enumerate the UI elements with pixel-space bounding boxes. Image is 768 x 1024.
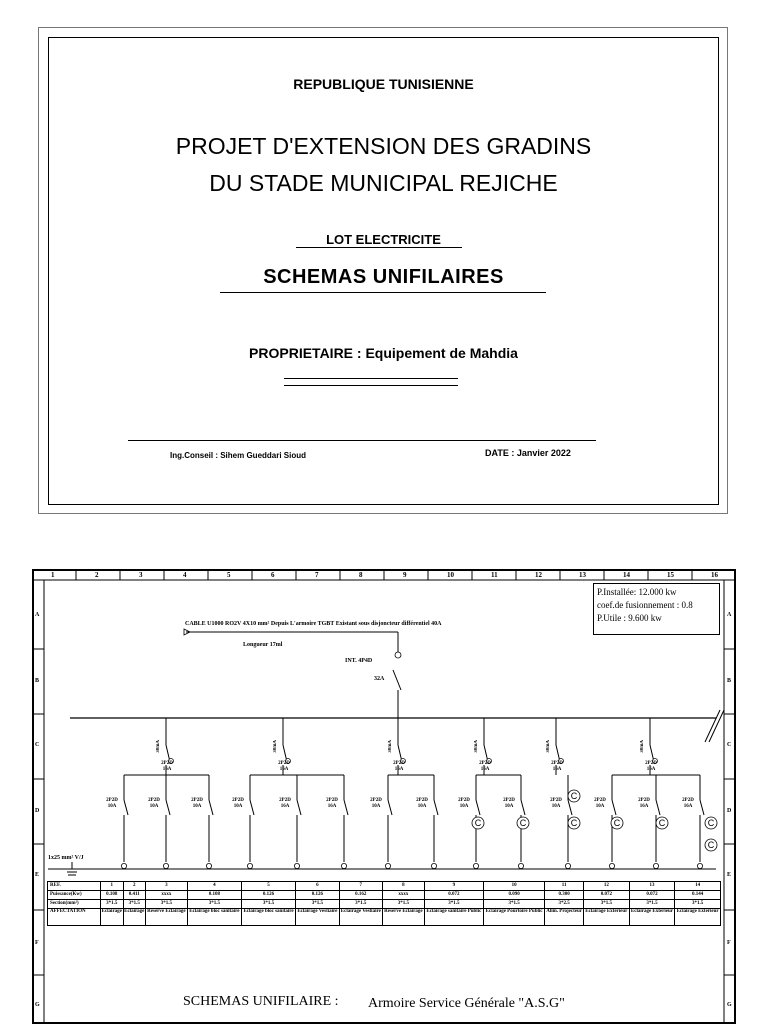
circuit-breaker-label: 2P2D 10A xyxy=(503,798,515,809)
column-label: 9 xyxy=(403,571,407,579)
ref-cell: 6 xyxy=(296,882,339,891)
group-breaker-label: 2P2D 16A xyxy=(278,761,290,772)
owner-label: PROPRIETAIRE : Equipement de Mahdia xyxy=(249,345,518,361)
section-cell: 3*1.5 xyxy=(187,900,241,909)
column-label: 11 xyxy=(491,571,498,579)
row-label: E xyxy=(35,872,40,878)
power-summary-box xyxy=(593,583,720,635)
circuit-breaker-blade xyxy=(612,800,616,815)
circuit-breaker-label: 2P2D 10A xyxy=(106,798,118,809)
ref-row xyxy=(48,882,721,891)
circuit-breaker-label: 2P2D 16A xyxy=(638,798,650,809)
power-cell: 0.411 xyxy=(123,891,146,900)
section-cell: 3*1.5 xyxy=(123,900,146,909)
circuit-terminal xyxy=(341,863,346,868)
ref-cell: 11 xyxy=(545,882,584,891)
group-breaker-label: 2P2D 16A xyxy=(393,761,405,772)
socket-symbol-letter: C xyxy=(570,791,578,801)
section-cell: 3*1.5 xyxy=(241,900,295,909)
group-diff-label: 30mA xyxy=(640,740,645,753)
ref-cell: 12 xyxy=(584,882,630,891)
group-breaker-label: 2P2D 16A xyxy=(161,761,173,772)
column-label: 5 xyxy=(227,571,231,579)
busbar-break-2 xyxy=(709,710,724,742)
cable-length-label: Longueur 17ml xyxy=(243,642,283,648)
assignment-cell: Eclairage Exterieur xyxy=(675,909,721,926)
socket-symbol-letter: C xyxy=(570,818,578,828)
power-cell: 0.126 xyxy=(296,891,339,900)
circuit-terminal xyxy=(431,863,436,868)
power-cell: xxxx xyxy=(146,891,188,900)
circuit-terminal xyxy=(609,863,614,868)
assignment-cell: Eclairage Pourtoire Public xyxy=(483,909,544,926)
power-cell: 0.072 xyxy=(584,891,630,900)
power-cell: 0.126 xyxy=(241,891,295,900)
ref-cell: 7 xyxy=(339,882,382,891)
assignment-header: AFFECTATION xyxy=(48,909,101,926)
assignment-cell: Eclairage xyxy=(123,909,146,926)
power-header: Puissance(Kw) xyxy=(48,891,101,900)
assignment-cell: Eclairage Exterieur xyxy=(584,909,630,926)
assignment-cell: Eclairage bloc sanitaire xyxy=(187,909,241,926)
lot-label: LOT ELECTRICITE xyxy=(326,232,441,247)
column-label: 4 xyxy=(183,571,187,579)
assignment-cell: Reserve Eclairage xyxy=(383,909,425,926)
ref-header: REF. xyxy=(48,882,101,891)
circuit-terminal xyxy=(206,863,211,868)
circuit-breaker-label: 2P2D 10A xyxy=(550,798,562,809)
circuit-breaker-label: 2P2D 10A xyxy=(191,798,203,809)
ref-cell: 5 xyxy=(241,882,295,891)
socket-symbol-letter: C xyxy=(707,818,715,828)
column-label: 12 xyxy=(535,571,542,579)
main-switch-label: INT. 4P4D xyxy=(345,658,373,664)
row-label: A xyxy=(35,612,40,618)
socket-symbol-letter: C xyxy=(707,840,715,850)
group-breaker-label: 2P2D 16A xyxy=(551,761,563,772)
column-label: 13 xyxy=(579,571,586,579)
circuit-terminal xyxy=(697,863,702,868)
row-label: C xyxy=(35,742,40,748)
group-diff-label: 30mA xyxy=(388,740,393,753)
assignment-cell: Reserve Eclairage xyxy=(146,909,188,926)
ref-cell: 13 xyxy=(629,882,675,891)
circuit-breaker-blade xyxy=(568,800,572,815)
engineer-credit: Ing.Conseil : Sihem Gueddari Sioud xyxy=(170,451,307,460)
power-row xyxy=(48,891,721,900)
diagram-footer-title: SCHEMAS UNIFILAIRE : xyxy=(183,994,339,1009)
column-label: 3 xyxy=(139,571,143,579)
power-cell: 0.108 xyxy=(101,891,124,900)
row-label: F xyxy=(727,940,731,946)
row-label: G xyxy=(727,1002,732,1008)
group-diff-label: 30mA xyxy=(156,740,161,753)
earth-conductor-label: 1x25 mm² V/J xyxy=(48,855,84,861)
section-cell: 3*1.5 xyxy=(424,900,483,909)
circuit-breaker-label: 2P2D 16A xyxy=(279,798,291,809)
assignment-cell: Eclairage sanitaire Public xyxy=(424,909,483,926)
section-cell: 3*1.5 xyxy=(483,900,544,909)
section-cell: 3*1.5 xyxy=(383,900,425,909)
row-label: B xyxy=(35,678,40,684)
circuit-terminal xyxy=(294,863,299,868)
row-label: F xyxy=(35,940,39,946)
circuit-terminal xyxy=(473,863,478,868)
socket-symbol-letter: C xyxy=(474,818,482,828)
assignment-cell: Eclairage xyxy=(101,909,124,926)
date-field: DATE : Janvier 2022 xyxy=(485,448,571,458)
circuit-breaker-label: 2P2D 16A xyxy=(326,798,338,809)
supply-cable-label: CABLE U1000 RO2V 4X10 mm² Depuis L'armoire TGBT Existant sous disjoncteur différentiel 40A xyxy=(185,621,442,627)
circuit-breaker-label: 2P2D 10A xyxy=(594,798,606,809)
assignment-row xyxy=(48,909,721,926)
column-label: 10 xyxy=(447,571,454,579)
project-title-line1: PROJET D'EXTENSION DES GRADINS xyxy=(175,133,592,159)
row-label: B xyxy=(727,678,732,684)
power-cell: xxxx xyxy=(383,891,425,900)
circuit-breaker-label: 2P2D 10A xyxy=(416,798,428,809)
circuit-breaker-blade xyxy=(476,800,480,815)
power-cell: 0.072 xyxy=(629,891,675,900)
socket-symbol-letter: C xyxy=(519,818,527,828)
circuit-terminal xyxy=(121,863,126,868)
circuit-breaker-blade xyxy=(124,800,128,815)
ref-cell: 1 xyxy=(101,882,124,891)
column-label: 6 xyxy=(271,571,275,579)
section-cell: 3*1.5 xyxy=(339,900,382,909)
row-label: C xyxy=(727,742,732,748)
column-label: 14 xyxy=(623,571,630,579)
main-switch-blade xyxy=(393,670,401,690)
row-label: E xyxy=(727,872,732,878)
coefficient: coef.de fusionnement : 0.8 xyxy=(597,600,693,610)
column-label: 1 xyxy=(51,571,55,579)
column-label: 16 xyxy=(711,571,718,579)
ref-cell: 10 xyxy=(483,882,544,891)
power-cell: 0.162 xyxy=(339,891,382,900)
assignment-cell: Eclairage bloc sanitaire xyxy=(241,909,295,926)
circuit-breaker-label: 2P2D 16A xyxy=(682,798,694,809)
country-heading: REPUBLIQUE TUNISIENNE xyxy=(293,76,474,92)
row-label: A xyxy=(727,612,732,618)
power-cell: 0.108 xyxy=(187,891,241,900)
ref-cell: 8 xyxy=(383,882,425,891)
circuit-terminal xyxy=(385,863,390,868)
circuit-terminal xyxy=(163,863,168,868)
group-breaker-label: 2P2D 16A xyxy=(479,761,491,772)
circuit-breaker-label: 2P2D 10A xyxy=(148,798,160,809)
circuit-breaker-blade xyxy=(388,800,392,815)
group-diff-label: 30mA xyxy=(474,740,479,753)
socket-symbol-letter: C xyxy=(613,818,621,828)
circuit-breaker-label: 2P2D 10A xyxy=(370,798,382,809)
section-cell: 3*1.5 xyxy=(629,900,675,909)
power-cell: 0.144 xyxy=(675,891,721,900)
section-cell: 3*1.5 xyxy=(584,900,630,909)
circuit-terminal xyxy=(653,863,658,868)
power-cell: 0.072 xyxy=(424,891,483,900)
circuit-breaker-blade xyxy=(656,800,660,815)
column-label: 8 xyxy=(359,571,363,579)
circuit-breaker-label: 2P2D 10A xyxy=(458,798,470,809)
circuit-breaker-blade xyxy=(700,800,704,815)
circuit-breaker-blade xyxy=(434,800,438,815)
circuit-breaker-blade xyxy=(521,800,525,815)
power-cell: 0.300 xyxy=(545,891,584,900)
assignment-cell: Eclairage Vestiaire xyxy=(339,909,382,926)
main-switch-rating: 32A xyxy=(374,676,385,682)
column-label: 2 xyxy=(95,571,99,579)
column-label: 7 xyxy=(315,571,319,579)
circuit-terminal xyxy=(518,863,523,868)
assignment-cell: Eclairage Exterieur xyxy=(629,909,675,926)
group-diff-label: 30mA xyxy=(546,740,551,753)
ref-cell: 2 xyxy=(123,882,146,891)
ref-cell: 9 xyxy=(424,882,483,891)
circuit-terminal xyxy=(247,863,252,868)
row-label: G xyxy=(35,1002,40,1008)
section-cell: 3*1.5 xyxy=(146,900,188,909)
circuit-breaker-blade xyxy=(250,800,254,815)
ref-cell: 14 xyxy=(675,882,721,891)
document-title: SCHEMAS UNIFILAIRES xyxy=(263,266,504,288)
project-title-line2: DU STADE MUNICIPAL REJICHE xyxy=(209,170,558,196)
group-breaker-label: 2P2D 16A xyxy=(645,761,657,772)
circuit-table xyxy=(47,881,721,926)
column-label: 15 xyxy=(667,571,674,579)
group-diff-label: 30mA xyxy=(273,740,278,753)
section-row xyxy=(48,900,721,909)
section-cell: 3*1.5 xyxy=(296,900,339,909)
assignment-cell: Eclairage Vestiaire xyxy=(296,909,339,926)
useful-power: P.Utile : 9.600 kw xyxy=(597,613,662,623)
socket-symbol-letter: C xyxy=(658,818,666,828)
power-cell: 0.090 xyxy=(483,891,544,900)
row-label: D xyxy=(35,808,40,814)
circuit-breaker-blade xyxy=(166,800,170,815)
circuit-terminal xyxy=(565,863,570,868)
circuit-breaker-blade xyxy=(297,800,301,815)
row-label: D xyxy=(727,808,732,814)
section-cell: 3*1.5 xyxy=(101,900,124,909)
section-cell: 3*2.5 xyxy=(545,900,584,909)
installed-power: P.Installée: 12.000 kw xyxy=(597,587,677,597)
circuit-breaker-blade xyxy=(344,800,348,815)
ref-cell: 3 xyxy=(146,882,188,891)
section-header: Section(mm²) xyxy=(48,900,101,909)
ref-cell: 4 xyxy=(187,882,241,891)
main-switch-contact xyxy=(395,652,401,658)
circuit-breaker-label: 2P2D 10A xyxy=(232,798,244,809)
assignment-cell: Alim. Projecteur xyxy=(545,909,584,926)
diagram-footer-subject: Armoire Service Générale "A.S.G" xyxy=(368,996,565,1011)
circuit-breaker-blade xyxy=(209,800,213,815)
section-cell: 3*1.5 xyxy=(675,900,721,909)
busbar-break-1 xyxy=(705,710,720,742)
